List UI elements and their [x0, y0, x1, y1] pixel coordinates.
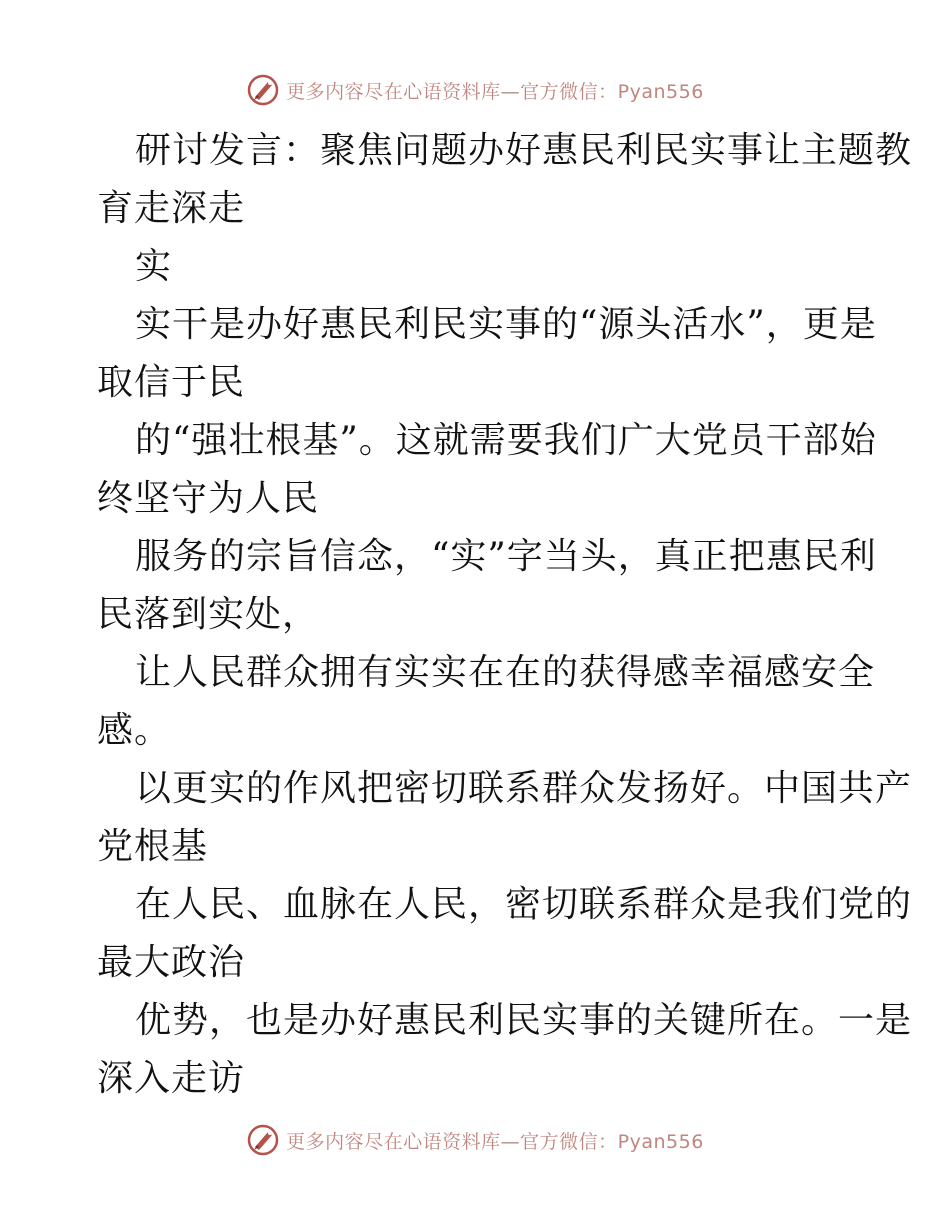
text-line: 实 [135, 246, 173, 287]
header-watermark [0, 70, 950, 110]
text-line: 在人民、血脉在人民，密切联系群众是我们党的 [135, 884, 913, 925]
text-line: 研讨发言：聚焦问题办好惠民利民实事让主题教 [135, 130, 913, 171]
text-line: 终坚守为人民 [97, 478, 320, 519]
watermark-text [286, 77, 704, 104]
watermark-separator: — [500, 1130, 521, 1153]
pen-seal-icon [246, 1123, 280, 1157]
text-line: 取信于民 [97, 362, 246, 403]
text-line: 党根基 [97, 826, 209, 867]
text-line: 以更实的作风把密切联系群众发扬好。中国共产 [135, 768, 913, 809]
watermark-separator: — [500, 80, 521, 103]
text-line: 最大政治 [97, 942, 246, 983]
text-line: 民落到实处， [97, 594, 320, 635]
pen-seal-icon [246, 73, 280, 107]
text-line: 让人民群众拥有实实在在的获得感幸福感安全 [135, 652, 876, 693]
text-line: 育走深走 [97, 188, 246, 229]
text-line: 感。 [97, 710, 172, 751]
footer-watermark [0, 1120, 950, 1160]
text-line: 优势，也是办好惠民利民实事的关键所在。一是 [135, 1000, 913, 1041]
watermark-text [286, 1127, 704, 1154]
text-line: 实干是办好惠民利民实事的“源头活水”，更是 [135, 304, 877, 345]
text-line: 服务的宗旨信念，“实”字当头，真正把惠民利 [135, 536, 877, 577]
document-body [97, 122, 913, 1108]
text-line: 的“强壮根基”。这就需要我们广大党员干部始 [135, 420, 877, 461]
watermark-main-text: 更多内容尽在心语资料库 [286, 1130, 501, 1153]
watermark-suffix-text: 官方微信：Pyan556 [520, 1130, 704, 1153]
watermark-main-text: 更多内容尽在心语资料库 [286, 80, 501, 103]
text-line: 深入走访 [97, 1058, 246, 1099]
watermark-suffix-text: 官方微信：Pyan556 [520, 80, 704, 103]
